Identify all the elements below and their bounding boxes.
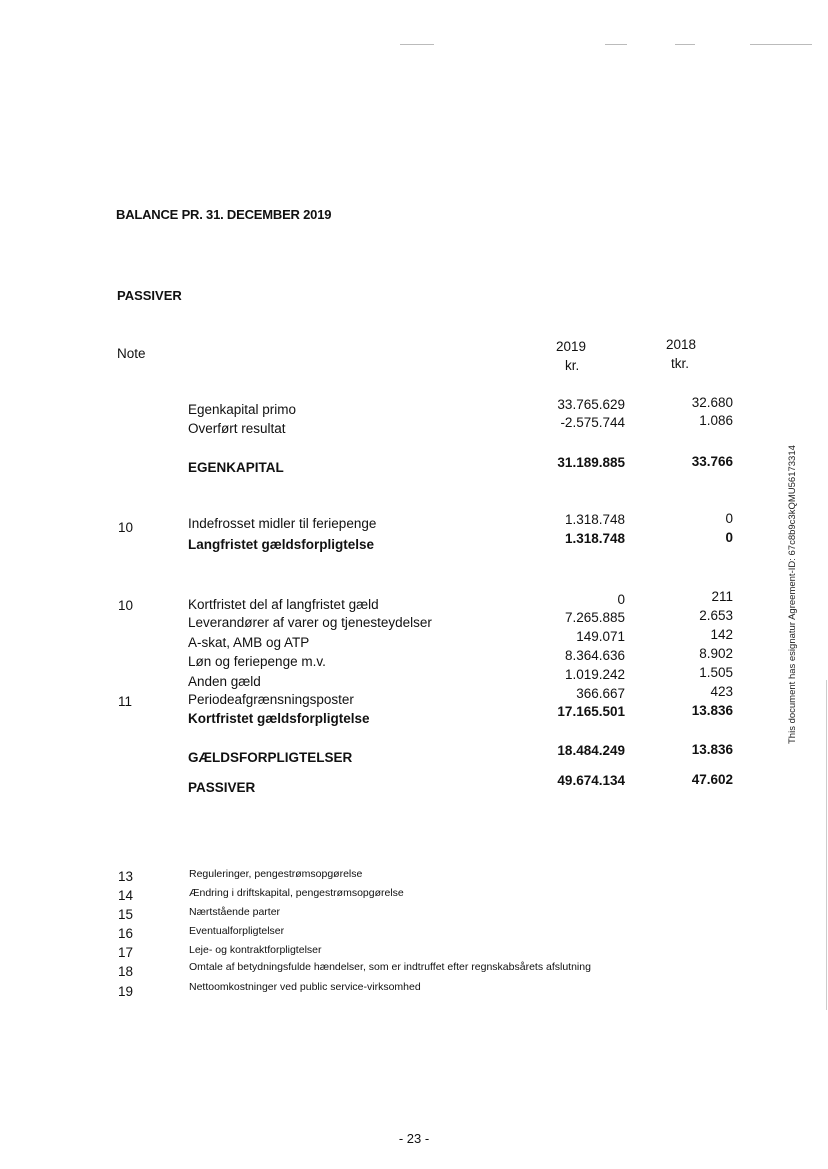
row-value-2019: 7.265.885: [564, 610, 625, 625]
year-2018-header: 2018: [666, 337, 697, 352]
footnote-number: 14: [118, 888, 134, 903]
scan-speck: [675, 44, 695, 45]
row-value-2018: 8.902: [699, 646, 733, 661]
scan-edge-line: [826, 680, 827, 1010]
row-label: EGENKAPITAL: [188, 460, 284, 475]
row-value-2018: 2.653: [699, 608, 733, 623]
row-value-2019: 18.484.249: [557, 743, 625, 758]
row-value-2019: 8.364.636: [564, 648, 625, 663]
row-value-2019: 1.318.748: [564, 512, 625, 527]
footnote-number: 15: [118, 907, 134, 922]
page-title: BALANCE PR. 31. DECEMBER 2019: [116, 207, 332, 222]
footnote-number: 17: [118, 945, 134, 960]
row-value-2018: 47.602: [691, 772, 733, 787]
row-value-2018: 142: [710, 627, 733, 642]
row-note: 10: [118, 520, 134, 535]
row-value-2018: 13.836: [691, 703, 733, 718]
row-value-2018: 0: [725, 530, 733, 545]
scan-speck: [750, 44, 812, 45]
year-2019-header: 2019: [556, 339, 587, 354]
page-number: - 23 -: [398, 1131, 430, 1146]
row-label: Kortfristet gældsforpligtelse: [188, 711, 370, 726]
footnote-number: 18: [118, 964, 134, 979]
row-value-2018: 32.680: [691, 395, 733, 410]
row-label: Periodeafgrænsningsposter: [188, 692, 354, 707]
row-value-2018: 423: [710, 684, 733, 699]
footnote-text: Nettoomkostninger ved public service-virksomhed: [189, 981, 421, 993]
row-value-2018: 13.836: [691, 742, 733, 757]
row-label: Overført resultat: [188, 421, 286, 436]
row-label: PASSIVER: [188, 780, 256, 795]
row-value-2019: 366.667: [576, 686, 625, 701]
section-heading: PASSIVER: [117, 288, 182, 303]
row-value-2019: 31.189.885: [557, 455, 625, 470]
row-label: A-skat, AMB og ATP: [188, 635, 310, 650]
esignatur-side-text: This document has esignatur Agreement-ID: 67c8b9c3kQMU56173314: [787, 445, 798, 744]
row-label: Egenkapital primo: [188, 402, 297, 417]
footnote-number: 16: [118, 926, 134, 941]
row-value-2019: 49.674.134: [557, 773, 625, 788]
row-value-2019: 0: [617, 592, 625, 607]
footnote-text: Omtale af betydningsfulde hændelser, som er indtruffet efter regnskabsårets afslutning: [189, 961, 591, 973]
row-label: Indefrosset midler til feriepenge: [188, 516, 377, 531]
row-value-2018: 1.505: [699, 665, 733, 680]
footnote-number: 13: [118, 869, 134, 884]
scan-speck: [605, 44, 627, 45]
row-value-2018: 1.086: [699, 413, 733, 428]
scan-speck: [400, 44, 434, 45]
row-value-2018: 33.766: [691, 454, 733, 469]
footnote-text: Nærtstående parter: [189, 906, 281, 918]
row-value-2019: 1.019.242: [564, 667, 625, 682]
row-note: 11: [118, 694, 133, 709]
row-value-2019: 149.071: [576, 629, 625, 644]
row-value-2019: -2.575.744: [560, 415, 625, 430]
footnote-text: Eventualforpligtelser: [189, 925, 285, 937]
row-value-2019: 17.165.501: [557, 704, 625, 719]
row-label: GÆLDSFORPLIGTELSER: [188, 750, 353, 765]
row-value-2019: 1.318.748: [564, 531, 625, 546]
footnote-text: Leje- og kontraktforpligtelser: [189, 944, 322, 956]
unit-2018-header: tkr.: [671, 356, 690, 371]
footnote-text: Ændring i driftskapital, pengestrømsopgørelse: [189, 887, 404, 899]
row-label: Langfristet gældsforpligtelse: [188, 537, 375, 552]
note-column-header: Note: [117, 346, 146, 361]
row-value-2018: 0: [725, 511, 733, 526]
footnote-text: Reguleringer, pengestrømsopgørelse: [189, 868, 363, 880]
row-label: Kortfristet del af langfristet gæld: [188, 597, 379, 612]
row-label: Løn og feriepenge m.v.: [188, 654, 326, 669]
row-value-2019: 33.765.629: [557, 397, 625, 412]
row-value-2018: 211: [711, 589, 733, 604]
row-label: Leverandører af varer og tjenesteydelser: [188, 615, 432, 630]
unit-2019-header: kr.: [565, 358, 580, 373]
footnote-number: 19: [118, 984, 134, 999]
row-label: Anden gæld: [188, 674, 261, 689]
row-note: 10: [118, 598, 134, 613]
